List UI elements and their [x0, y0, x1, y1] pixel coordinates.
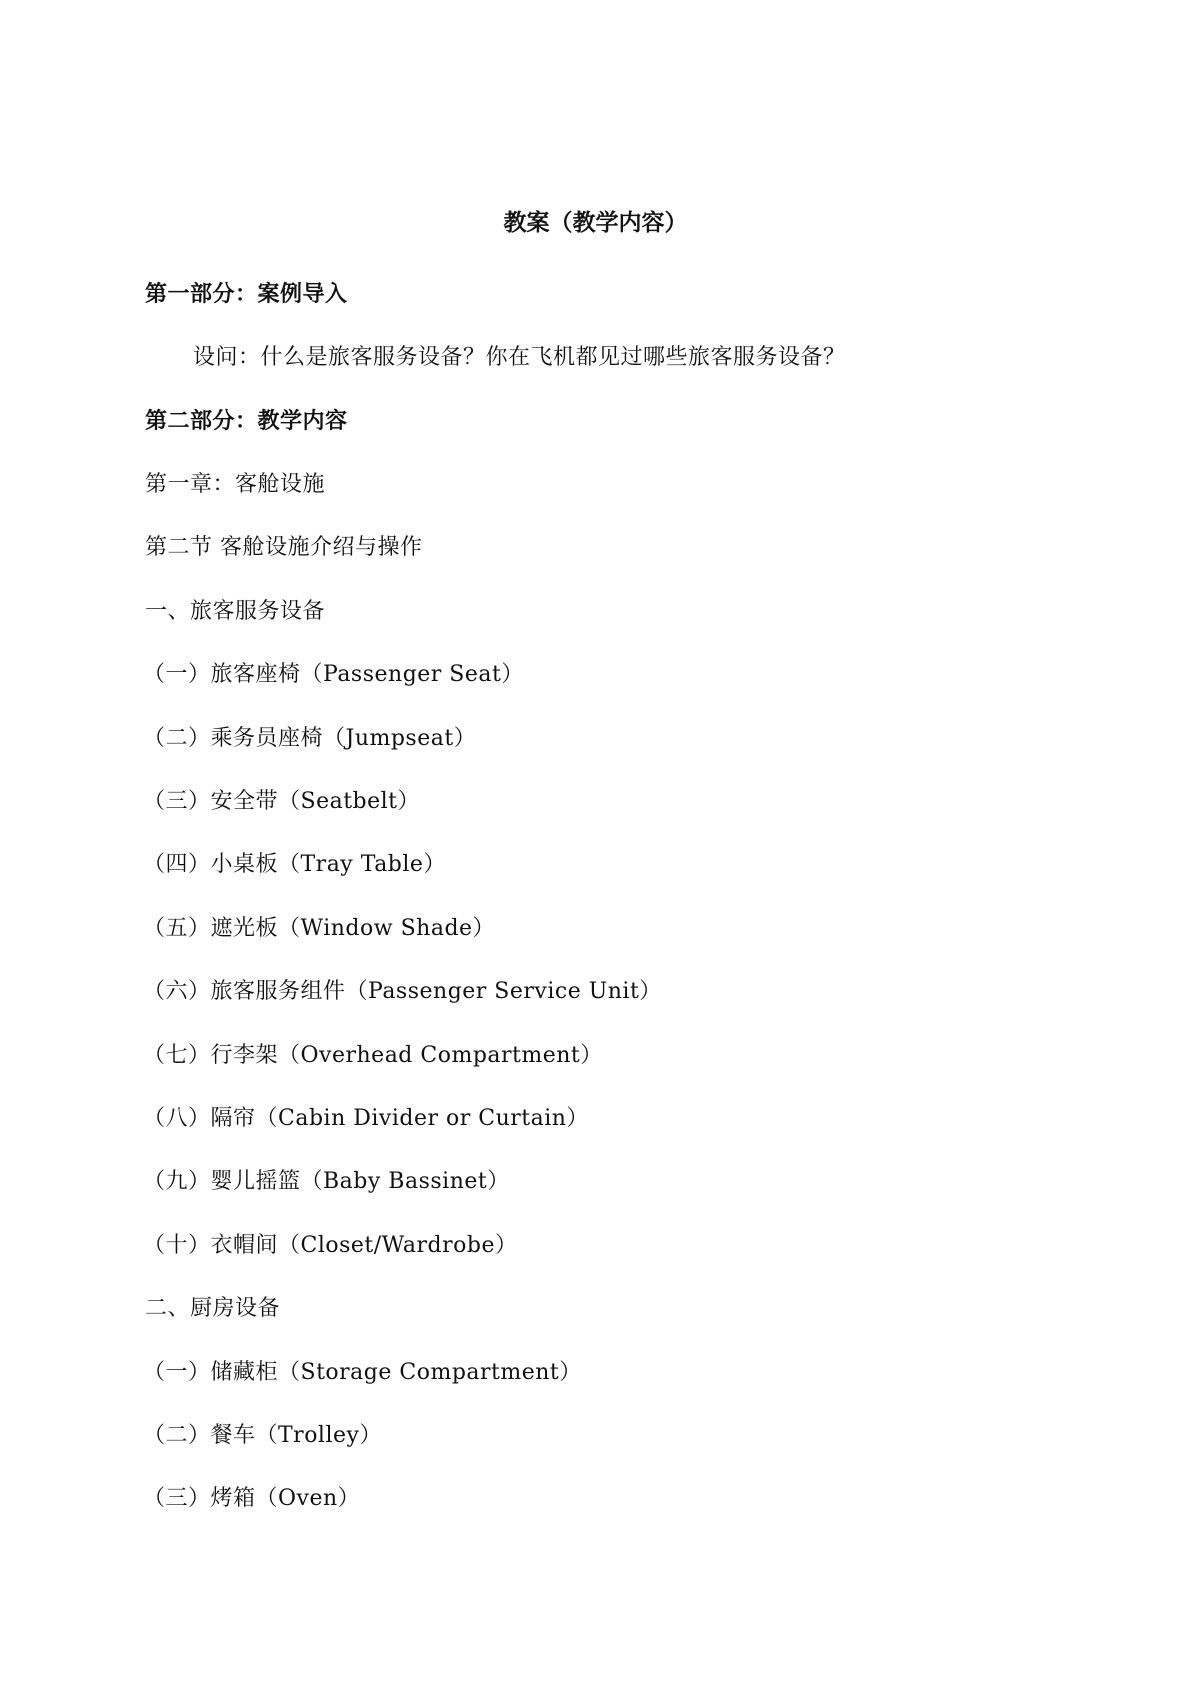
part2-heading: 第二部分：教学内容 — [145, 408, 348, 434]
list-item: （三）安全带（Seatbelt） — [143, 789, 421, 814]
page-title: 教案（教学内容） — [503, 209, 688, 236]
list-item: （一）旅客座椅（Passenger Seat） — [143, 662, 524, 687]
part1-heading: 第一部分：案例导入 — [145, 281, 348, 307]
list-item: （四）小桌板（Tray Table） — [143, 852, 446, 877]
group2-heading: 二、厨房设备 — [145, 1296, 281, 1321]
list-item: （七）行李架（Overhead Compartment） — [143, 1043, 603, 1068]
part1-question: 设问：什么是旅客服务设备？你在飞机都见过哪些旅客服务设备？ — [193, 345, 846, 370]
group1-heading: 一、旅客服务设备 — [145, 599, 326, 624]
list-item: （九）婴儿摇篮（Baby Bassinet） — [143, 1169, 510, 1194]
list-item: （八）隔帘（Cabin Divider or Curtain） — [143, 1106, 589, 1131]
list-item: （三）烤箱（Oven） — [143, 1486, 361, 1511]
chapter-heading: 第一章：客舱设施 — [145, 472, 326, 497]
list-item: （十）衣帽间（Closet/Wardrobe） — [143, 1233, 518, 1258]
list-item: （六）旅客服务组件（Passenger Service Unit） — [143, 979, 662, 1004]
list-item: （二）乘务员座椅（Jumpseat） — [143, 726, 477, 751]
list-item: （五）遮光板（Window Shade） — [143, 916, 496, 941]
list-item: （二）餐车（Trolley） — [143, 1423, 382, 1448]
section-heading: 第二节 客舱设施介绍与操作 — [145, 535, 423, 560]
list-item: （一）储藏柜（Storage Compartment） — [143, 1360, 582, 1385]
